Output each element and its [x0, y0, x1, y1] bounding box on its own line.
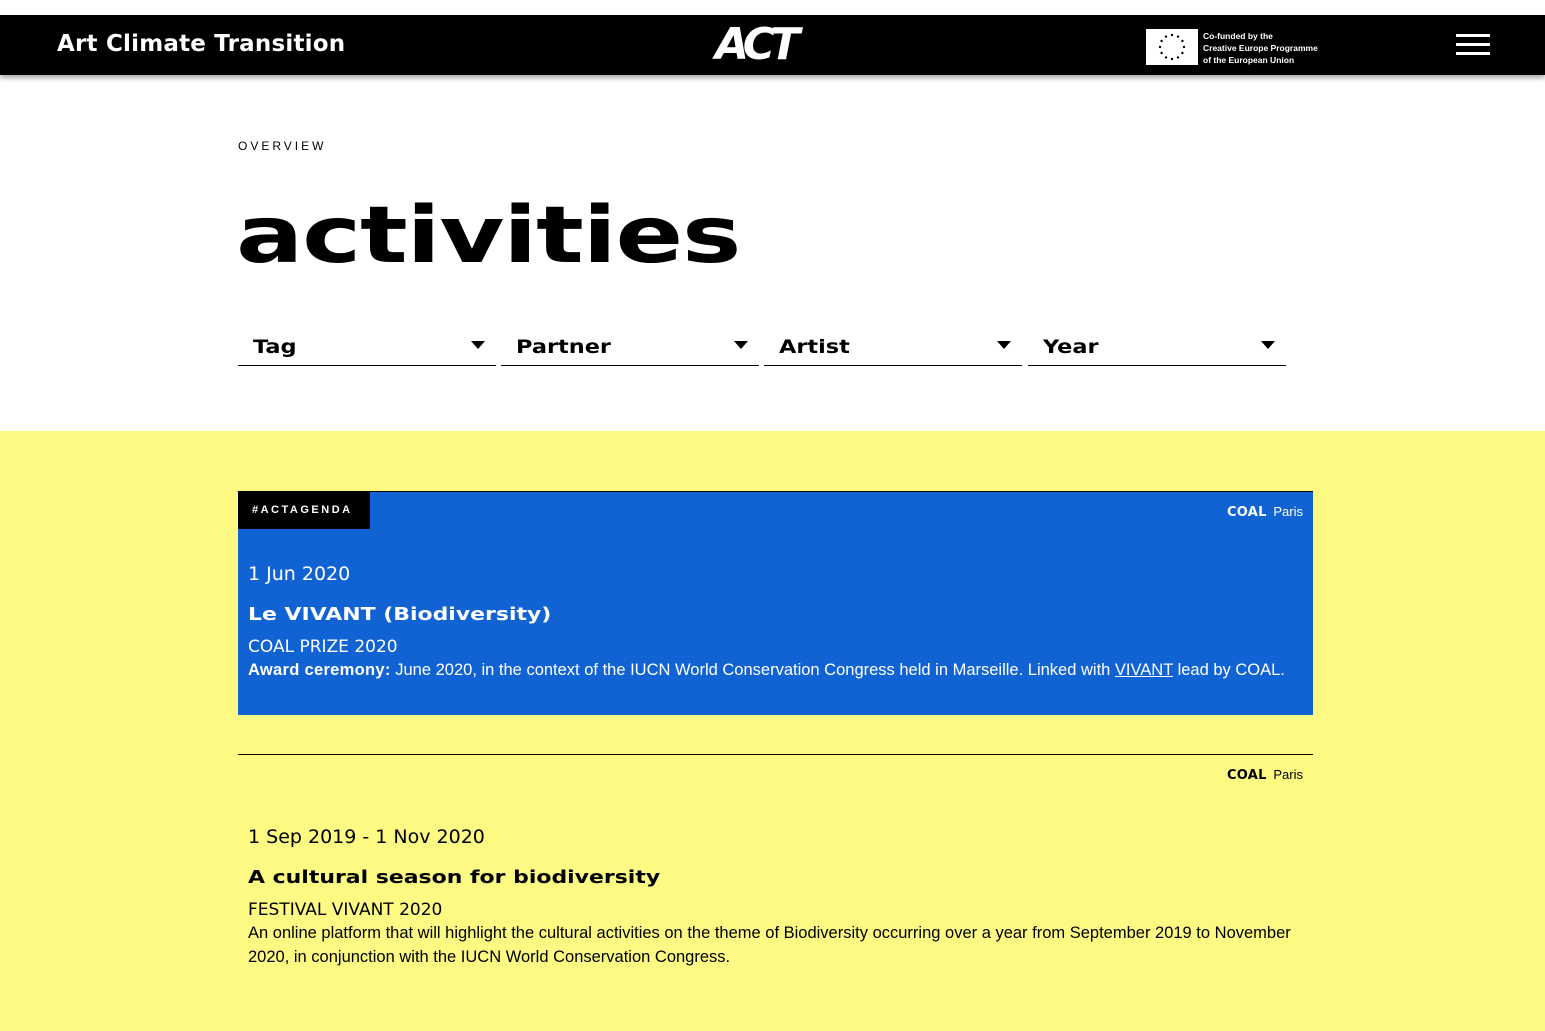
- filter-tag-label: Tag: [253, 336, 297, 358]
- filter-partner-dropdown[interactable]: [501, 335, 759, 366]
- menu-bar: [1456, 52, 1490, 55]
- desc-bold-label: Award ceremony:: [248, 661, 391, 679]
- filter-tag-dropdown[interactable]: [238, 335, 496, 366]
- caret-down-icon: [734, 341, 748, 349]
- filter-year-dropdown[interactable]: [1028, 335, 1286, 366]
- activity-subtitle: FESTIVAL VIVANT 2020: [248, 900, 443, 920]
- menu-bar: [1456, 43, 1490, 46]
- eu-text-line3: of the European Union: [1203, 55, 1295, 65]
- activity-subtitle: COAL PRIZE 2020: [248, 637, 398, 657]
- caret-down-icon: [997, 341, 1011, 349]
- filter-artist-label: Artist: [779, 336, 850, 358]
- activity-card[interactable]: [238, 491, 1313, 715]
- eu-cofunded-text: [1203, 30, 1318, 66]
- site-title[interactable]: Art Climate Transition: [57, 31, 346, 57]
- organizer-name[interactable]: COAL: [1226, 505, 1267, 520]
- activity-date: 1 Sep 2019 - 1 Nov 2020: [248, 826, 485, 848]
- page-title: activities: [236, 191, 741, 281]
- eu-text-line2: Creative Europe Programme: [1203, 43, 1318, 53]
- activity-description: An online platform that will highlight the cultural activities on the theme of Biodiversity occurring over a year from September 2019 to November 2020, in conjunction with the IUCN World Conservation Congress.: [248, 924, 1291, 966]
- desc-text: June 2020, in the context of the IUCN World Conservation Congress held in Marseille. Linked with: [390, 661, 1115, 679]
- activity-card[interactable]: [238, 754, 1313, 994]
- organizer: [1227, 504, 1303, 520]
- hamburger-menu-icon[interactable]: [1456, 32, 1490, 58]
- filter-bar: [238, 335, 1288, 367]
- organizer: [1227, 767, 1303, 783]
- desc-text: lead by COAL.: [1173, 661, 1285, 679]
- filter-partner-label: Partner: [516, 336, 611, 358]
- top-strip: [0, 0, 1545, 15]
- activity-date: 1 Jun 2020: [248, 563, 351, 585]
- page-eyebrow: OVERVIEW: [238, 139, 327, 153]
- activity-description: [248, 659, 1308, 683]
- caret-down-icon: [1261, 341, 1275, 349]
- menu-bar: [1456, 34, 1490, 37]
- organizer-city: Paris: [1273, 504, 1303, 519]
- activity-title[interactable]: Le VIVANT (Biodiversity): [248, 604, 552, 625]
- tag-badge[interactable]: #ACTAGENDA: [238, 492, 370, 529]
- filter-artist-dropdown[interactable]: [764, 335, 1022, 366]
- eu-flag-icon: [1146, 29, 1198, 65]
- organizer-name[interactable]: COAL: [1226, 768, 1267, 783]
- act-logo[interactable]: ACT: [715, 19, 796, 70]
- caret-down-icon: [471, 341, 485, 349]
- eu-cofunded-badge: [1146, 29, 1326, 65]
- eu-text-line1: Co-funded by the: [1203, 31, 1273, 41]
- filter-year-label: Year: [1043, 336, 1099, 358]
- organizer-city: Paris: [1273, 767, 1303, 782]
- activity-title[interactable]: A cultural season for biodiversity: [248, 867, 661, 888]
- vivant-link[interactable]: VIVANT: [1114, 661, 1173, 679]
- site-header: [0, 15, 1545, 75]
